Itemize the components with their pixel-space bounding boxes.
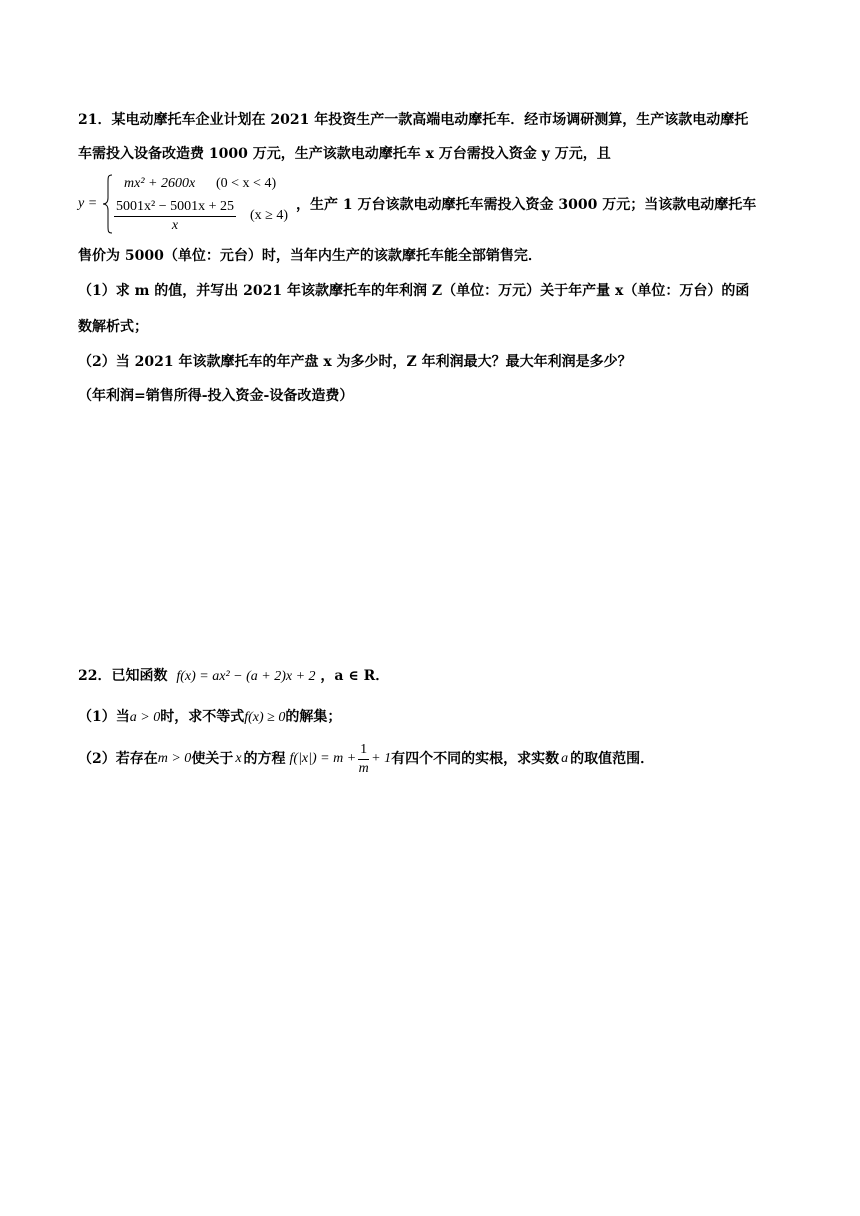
q22-p2-eq-left: f(|x|) = m + — [289, 751, 357, 766]
q22-p2-frac — [358, 743, 369, 776]
q22-p1-text-b: 时，求不等式 — [160, 709, 245, 725]
q22-p2-eq-right: + 1 — [371, 751, 392, 766]
q21-case1-expr: mx² + 2600x — [124, 176, 196, 191]
q22-p2-text-b: 使关于 — [191, 751, 234, 767]
q21-part2: （2）当 2021 年该款摩托车的年产盘 x 为多少时，Z 年利润最大？最大年利润是多少？ — [78, 354, 632, 370]
q22-p1-ineq: f(x) ≥ 0 — [244, 710, 286, 725]
q22-p2-text-d: 有四个不同的实根，求实数 — [391, 751, 560, 767]
q21-y-eq: y = — [78, 196, 98, 211]
q21-line2: 车需投入设备改造费 1000 万元，生产该款电动摩托车 x 万台需投入资金 y 万元，且 — [78, 146, 611, 162]
q21-piecewise — [78, 172, 308, 236]
q21-line1: 21．某电动摩托车企业计划在 2021 年投资生产一款高端电动摩托车．经市场调研测算，生产该款电动摩托 — [78, 112, 749, 128]
q22-p2-cond: m > 0 — [157, 751, 192, 766]
q22-stem — [78, 669, 389, 684]
left-brace-icon — [102, 174, 114, 234]
q22-p2-var2: a — [561, 751, 569, 766]
q22-part1 — [78, 710, 341, 725]
q22-part2 — [78, 740, 654, 778]
q22-p1-text-a: （1）当 — [78, 709, 130, 725]
q21-case1-cond: (0 < x < 4) — [216, 176, 277, 191]
q22-function: f(x) = ax² − (a + 2)x + 2 — [176, 669, 316, 684]
q22-p1-text-c: 的解集； — [285, 709, 342, 725]
q21-case2-num: 5001x² − 5001x + 25 — [114, 200, 236, 217]
q22-p2-text-c: 的方程 — [243, 751, 286, 767]
q21-case2-frac — [114, 200, 236, 233]
q21-case2-den: x — [171, 218, 179, 233]
q22-p1-cond: a > 0 — [129, 710, 161, 725]
q22-p2-text-e: 的取值范围． — [570, 751, 655, 767]
q21-part1-line2: 数解析式； — [78, 319, 148, 335]
q21-note: （年利润=销售所得-投入资金-设备改造费） — [78, 388, 354, 404]
q21-line4: 售价为 5000（单位：元台）时，当年内生产的该款摩托车能全部销售完． — [78, 248, 542, 264]
q22-p2-frac-den: m — [358, 760, 369, 776]
q21-case2-cond: (x ≥ 4) — [250, 208, 289, 223]
q22-stem-suffix: ，a ∈ R． — [320, 668, 390, 684]
q22-p2-text-a: （2）若存在 — [78, 751, 158, 767]
q21-line3: ，生产 1 万台该款电动摩托车需投入资金 3000 万元；当该款电动摩托车 — [296, 197, 757, 213]
q22-stem-prefix: 22．已知函数 — [78, 668, 168, 684]
q21-part1-line1: （1）求 m 的值，并写出 2021 年该款摩托车的年利润 Z（单位：万元）关于年产量 x（单位：万台）的函 — [78, 283, 750, 299]
q22-p2-frac-num: 1 — [358, 743, 369, 760]
q22-p2-var: x — [235, 751, 242, 766]
